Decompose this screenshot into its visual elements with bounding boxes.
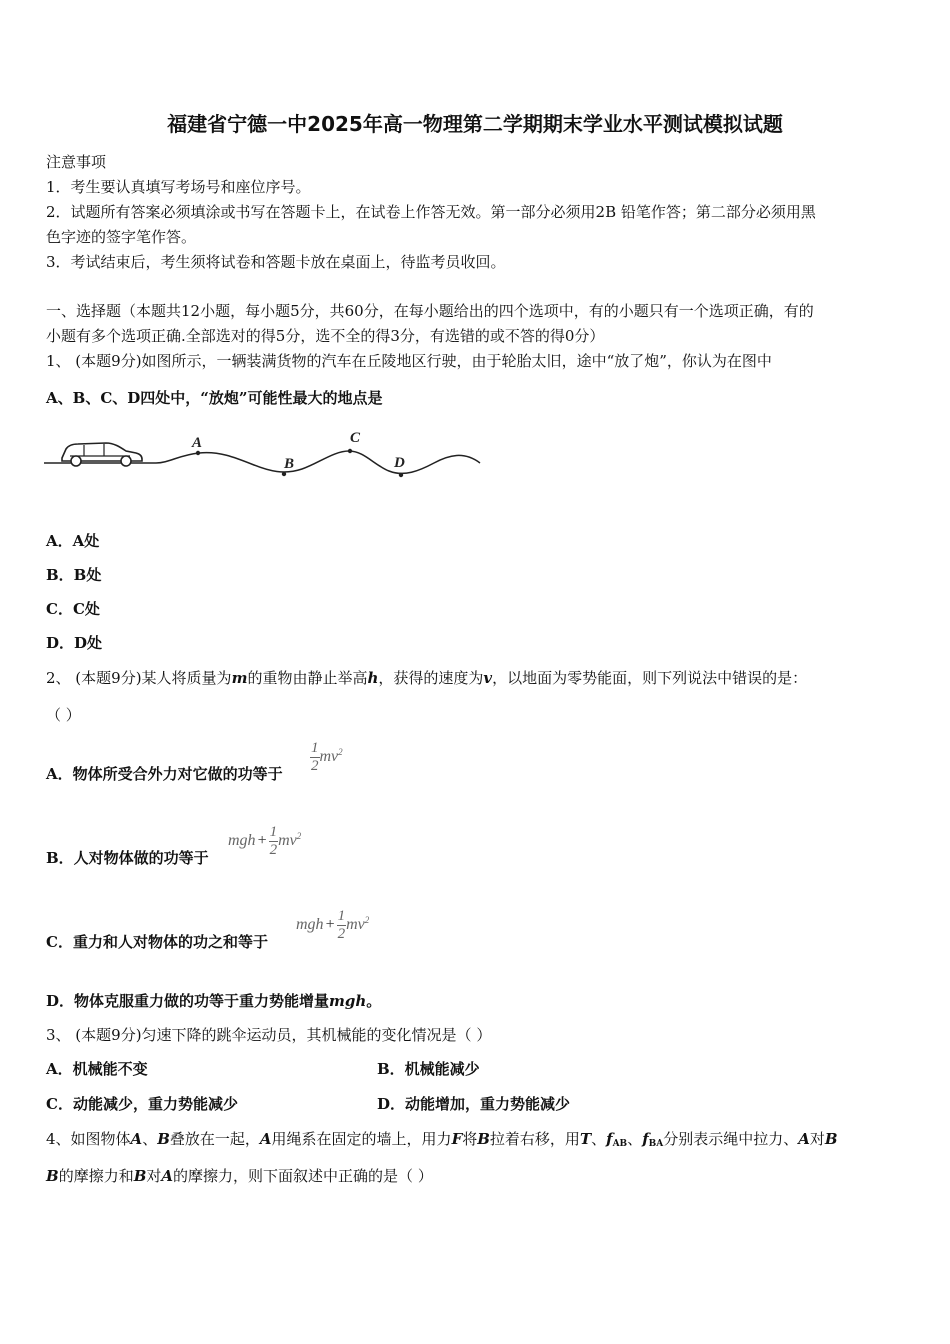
- q2-option-a-formula: [310, 740, 343, 775]
- q2-option-d-end: 。: [366, 992, 382, 1010]
- notice-heading: 注意事项: [46, 153, 107, 171]
- notice-item-2: 2．试题所有答案必须填涂或书写在答题卡上，在试卷上作答无效。第一部分必须用2B 铅笔作答；第二部分必须用黑: [46, 203, 816, 221]
- q3-option-b: B．机械能减少: [377, 1060, 480, 1078]
- notice-item-1: 1．考生要认真填写考场号和座位序号。: [46, 178, 311, 196]
- formula-mgh: mgh: [296, 916, 324, 934]
- formula-mv: mv: [346, 916, 365, 934]
- q1-option-b: B．B处: [46, 566, 102, 584]
- q2-option-a: A．物体所受合外力对它做的功等于: [46, 765, 283, 783]
- point-b: [282, 472, 286, 476]
- label-b: B: [284, 456, 295, 472]
- var-f: F: [451, 1130, 463, 1148]
- var-a: A: [161, 1167, 174, 1185]
- q1-stem: 1、 (本题9分)如图所示，一辆装满货物的汽车在丘陵地区行驶，由于轮胎太旧，途中“放了炮”，你认为在图中: [46, 352, 772, 370]
- label-d: D: [394, 455, 405, 471]
- var-a: A: [259, 1130, 272, 1148]
- var-f-ab: f: [606, 1130, 613, 1148]
- var-a: A: [130, 1130, 143, 1148]
- var-b: B: [824, 1130, 838, 1148]
- var-b: B: [133, 1167, 147, 1185]
- q2-option-c-formula: [296, 908, 369, 943]
- var-b: B: [477, 1130, 490, 1148]
- formula-plus: +: [257, 832, 267, 850]
- q2-stem-part: 2、 (本题9分)某人将质量为: [46, 669, 232, 687]
- q1-option-a: A．A处: [46, 532, 100, 550]
- notice-item-2-cont: 色字迹的签字笔作答。: [46, 228, 197, 246]
- q3-option-d: D．动能增加，重力势能减少: [377, 1095, 571, 1113]
- var-f-ba: f: [642, 1130, 649, 1148]
- q2-option-d-var: mgh: [329, 992, 367, 1010]
- q2-option-c: C．重力和人对物体的功之和等于: [46, 933, 268, 951]
- var-t: T: [579, 1130, 592, 1148]
- q3-option-a: A．机械能不变: [46, 1060, 148, 1078]
- formula-exp: 2: [296, 830, 302, 841]
- fraction-half: $\frac{1}{2}$: [337, 908, 346, 942]
- label-c: C: [350, 430, 361, 446]
- q2-answer-paren: （ ）: [46, 706, 81, 724]
- q4-stem: 4、如图物体A、B叠放在一起，A用绳系在固定的墙上，用力F将B拉着右移，用T、$f_{AB}$、$f_{BA}$分别表示绳中拉力、A对B: [46, 1130, 838, 1149]
- q2-option-d-text: D．物体克服重力做的功等于重力势能增量: [46, 992, 330, 1010]
- q4-stem-cont: B的摩擦力和B对A的摩擦力，则下面叙述中正确的是（ ）: [46, 1167, 433, 1185]
- point-a: [196, 451, 200, 455]
- q2-stem: [46, 668, 807, 688]
- section-heading: 一、选择题（本题共12小题，每小题5分，共60分，在每小题给出的四个选项中，有的小题只有一个选项正确，有的: [46, 302, 814, 320]
- label-a: A: [192, 435, 203, 451]
- var-a: A: [798, 1130, 810, 1148]
- q1-option-c: C．C处: [46, 600, 100, 618]
- q2-stem-part: ，获得的速度为: [378, 669, 484, 687]
- q2-var-h: h: [367, 669, 379, 687]
- section-heading-cont: 小题有多个选项正确.全部选对的得5分，选不全的得3分，有选错的或不答的得0分）: [46, 327, 605, 345]
- q2-option-b-formula: [228, 824, 301, 859]
- q2-stem-part: 的重物由静止举高: [247, 669, 368, 687]
- q2-var-v: v: [483, 669, 493, 687]
- q2-stem-part: ，以地面为零势能面，则下列说法中错误的是：: [492, 669, 808, 687]
- formula-exp: 2: [364, 914, 370, 925]
- hill-road-figure: [44, 425, 484, 485]
- q2-var-m: m: [231, 669, 248, 687]
- var-b: B: [46, 1167, 59, 1185]
- formula-exp: 2: [338, 746, 343, 757]
- page-title: 福建省宁德一中2025年高一物理第二学期期末学业水平测试模拟试题: [167, 112, 783, 136]
- formula-mgh: mgh: [228, 832, 256, 850]
- q3-stem: 3、 (本题9分)匀速下降的跳伞运动员，其机械能的变化情况是（ ）: [46, 1026, 492, 1044]
- formula-mv: mv: [278, 832, 297, 850]
- q2-option-d: [46, 991, 381, 1011]
- q3-option-c: C．动能减少，重力势能减少: [46, 1095, 238, 1113]
- formula-plus: +: [325, 916, 335, 934]
- q2-option-b: B．人对物体做的功等于: [46, 849, 209, 867]
- var-b: B: [157, 1130, 170, 1148]
- point-d: [399, 473, 403, 477]
- fraction-half: $\frac{1}{2}$: [269, 824, 278, 858]
- q1-stem-cont: A、B、C、D四处中，“放炮”可能性最大的地点是: [46, 389, 383, 407]
- fraction-half: $\frac{1}{2}$: [311, 740, 319, 774]
- hill-curve: [156, 451, 480, 473]
- point-c: [348, 449, 352, 453]
- notice-item-3: 3．考试结束后，考生须将试卷和答题卡放在桌面上，待监考员收回。: [46, 253, 506, 271]
- q1-option-d: D．D处: [46, 634, 103, 652]
- formula-mv: mv: [319, 748, 339, 766]
